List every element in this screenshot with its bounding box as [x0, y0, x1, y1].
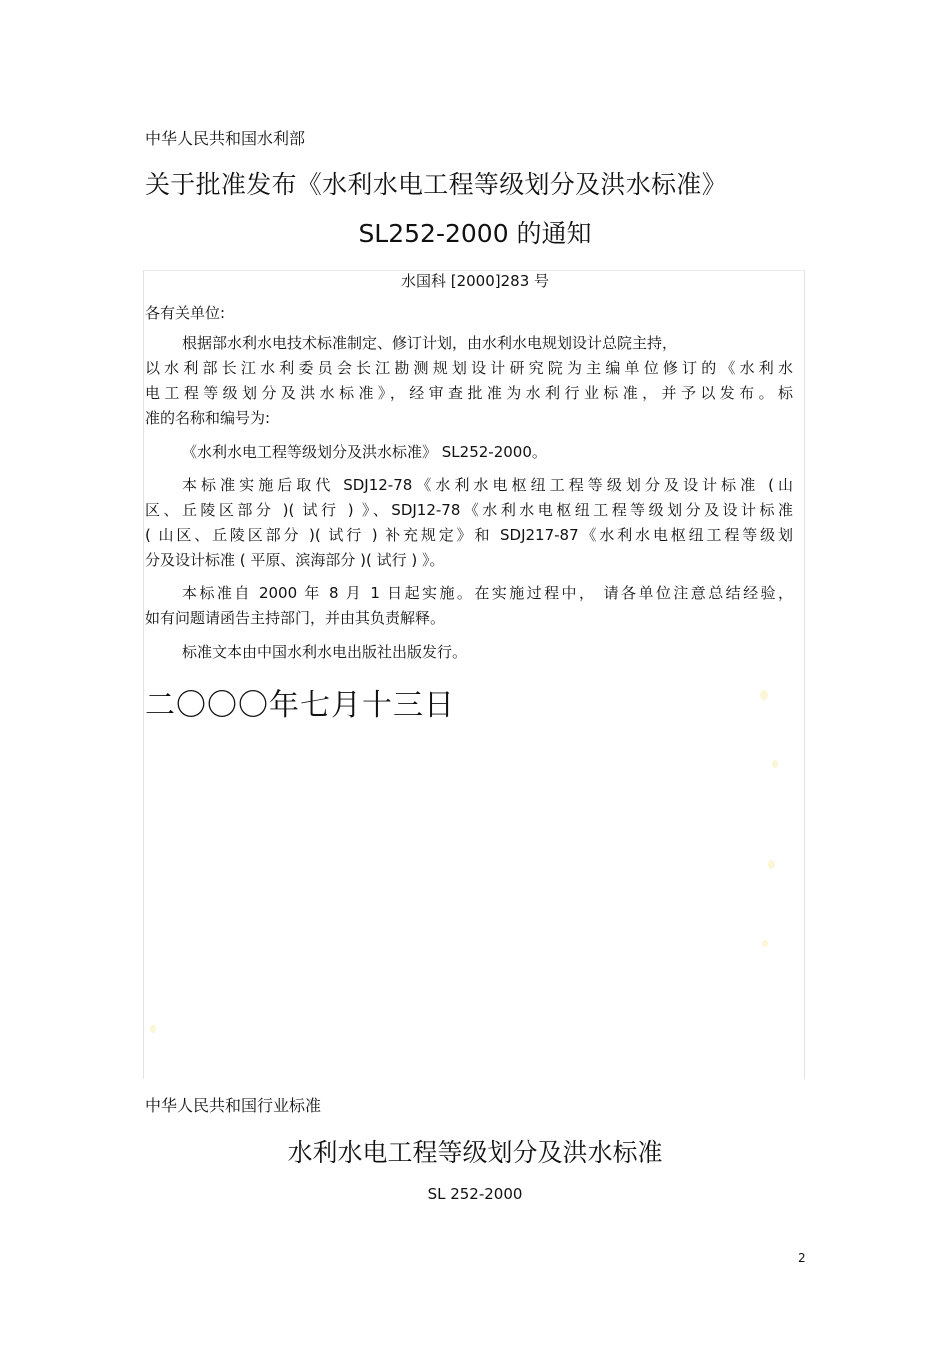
paper-speck — [768, 860, 775, 869]
paper-speck — [760, 690, 768, 700]
paragraph-line: 分及设计标准 ( 平原、滨海部分 )( 试行 ) 》。 — [145, 551, 445, 569]
standard-code: SL 252-2000 — [427, 1185, 523, 1203]
paragraph-line: 标准文本由中国水利水电出版社出版发行。 — [182, 643, 468, 661]
paragraph-line: 本标准自 2000 年 8 月 1 日起实施。在实施过程中， 请各单位注意总结经验， — [182, 584, 793, 602]
paragraph-approval — [145, 331, 793, 431]
paragraph-line: 《水利水电工程等级划分及洪水标准》 SL252-2000。 — [182, 443, 547, 461]
document-number: 水国科 [2000]283 号 — [400, 272, 550, 290]
paragraph-line: ( 山区、丘陵区部分 )( 试行 ) 补充规定》和 SDJ217-87《水利水电枢纽工程等级划 — [145, 526, 793, 544]
standard-title: 水利水电工程等级划分及洪水标准 — [287, 1138, 663, 1167]
paragraph-replacement — [145, 473, 793, 573]
paragraph-line: 区、丘陵区部分 )( 试行 ) 》、SDJ12-78《水利水电枢纽工程等级划分及设计标准 — [145, 501, 793, 519]
paragraph-line: 如有问题请函告主持部门，并由其负责解释。 — [145, 609, 446, 627]
notice-title-line2: SL252-2000 的通知 — [358, 219, 592, 248]
paragraph-line: 根据部水利水电技术标准制定、修订计划，由水利水电规划设计总院主持， — [182, 334, 678, 352]
paragraph-publisher — [145, 640, 793, 665]
paper-speck — [772, 760, 778, 768]
salutation: 各有关单位: — [145, 304, 226, 322]
paragraph-standard-name — [145, 440, 793, 465]
standard-category: 中华人民共和国行业标准 — [145, 1096, 322, 1115]
paragraph-effective-date — [145, 581, 793, 631]
issuing-ministry: 中华人民共和国水利部 — [145, 129, 306, 148]
paragraph-line: 准的名称和编号为: — [145, 409, 271, 427]
paragraph-line: 本标准实施后取代 SDJ12-78《水利水电枢纽工程等级划分及设计标准 (山 — [182, 476, 793, 494]
page-number: 2 — [798, 1251, 806, 1265]
paragraph-line: 以水利部长江水利委员会长江勘测规划设计研究院为主编单位修订的《水利水 — [145, 359, 793, 377]
notice-date: 二〇〇〇年七月十三日 — [145, 688, 455, 723]
paragraph-line: 电工程等级划分及洪水标准》，经审查批准为水利行业标准，并予以发布。标 — [145, 384, 793, 402]
paper-speck — [150, 1025, 156, 1033]
paper-speck — [762, 940, 768, 947]
notice-title-line1: 关于批准发布《水利水电工程等级划分及洪水标准》 — [145, 170, 727, 199]
